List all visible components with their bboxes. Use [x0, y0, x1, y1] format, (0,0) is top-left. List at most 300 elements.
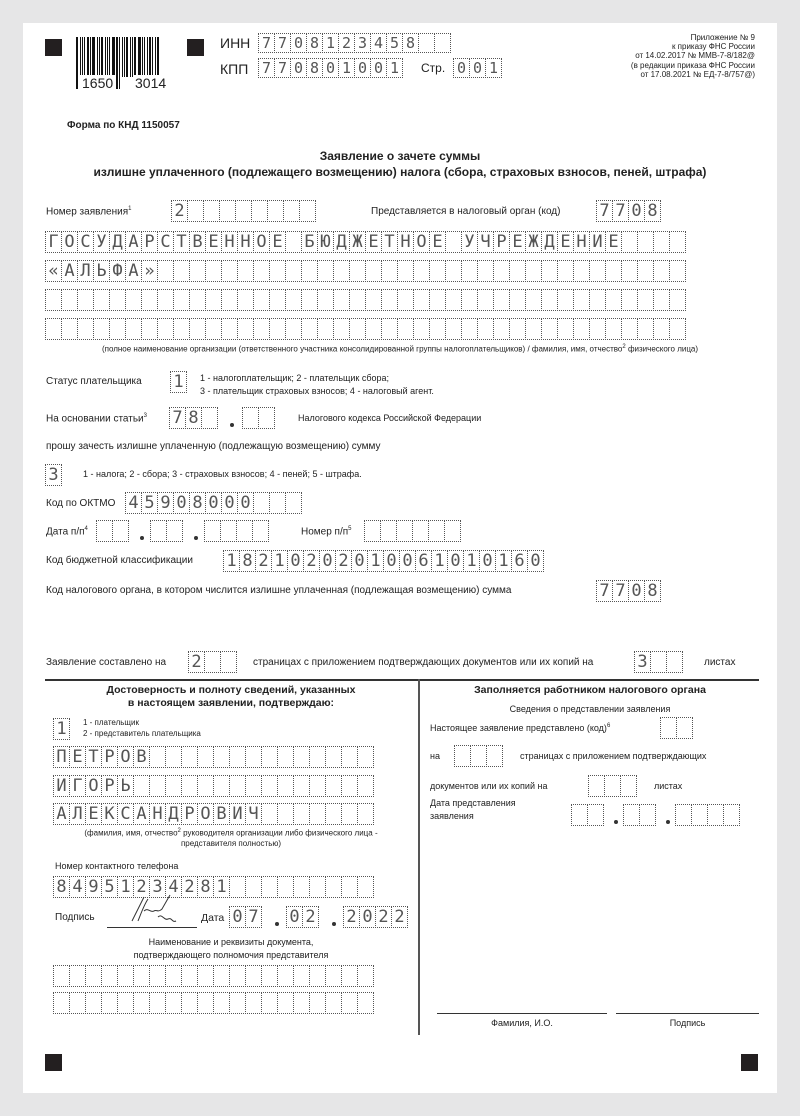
char-cell[interactable]: 5	[141, 492, 158, 514]
char-cell[interactable]: 1	[338, 58, 355, 78]
char-cell[interactable]	[325, 775, 342, 797]
payment-order-month-field[interactable]	[150, 520, 183, 542]
char-cell[interactable]	[445, 289, 462, 311]
page-field[interactable]	[453, 58, 502, 78]
char-cell[interactable]	[237, 260, 254, 282]
char-cell[interactable]	[341, 965, 358, 987]
char-cell[interactable]	[587, 804, 604, 826]
char-cell[interactable]: 1	[213, 876, 230, 898]
char-cell[interactable]	[397, 260, 414, 282]
char-cell[interactable]: 0	[229, 906, 246, 928]
char-cell[interactable]	[669, 231, 686, 253]
char-cell[interactable]	[117, 965, 134, 987]
char-cell[interactable]	[283, 200, 300, 222]
char-cell[interactable]	[197, 775, 214, 797]
char-cell[interactable]	[666, 651, 683, 673]
char-cell[interactable]	[93, 318, 110, 340]
char-cell[interactable]: 3	[354, 33, 371, 53]
char-cell[interactable]	[157, 318, 174, 340]
officer-sheets-field[interactable]	[588, 775, 637, 797]
char-cell[interactable]: Б	[301, 231, 318, 253]
char-cell[interactable]	[623, 804, 640, 826]
char-cell[interactable]	[573, 260, 590, 282]
char-cell[interactable]: Р	[493, 231, 510, 253]
char-cell[interactable]: 7	[258, 58, 275, 78]
char-cell[interactable]	[229, 746, 246, 768]
char-cell[interactable]	[285, 260, 302, 282]
char-cell[interactable]: Е	[69, 746, 86, 768]
char-cell[interactable]	[197, 746, 214, 768]
char-cell[interactable]	[293, 746, 310, 768]
char-cell[interactable]: Ю	[317, 231, 334, 253]
char-cell[interactable]: 7	[612, 580, 629, 602]
char-cell[interactable]	[309, 803, 326, 825]
char-cell[interactable]: Д	[333, 231, 350, 253]
char-cell[interactable]	[605, 289, 622, 311]
char-cell[interactable]	[637, 289, 654, 311]
org-name-row-4[interactable]	[45, 318, 686, 340]
char-cell[interactable]	[277, 876, 294, 898]
char-cell[interactable]: 7	[258, 33, 275, 53]
char-cell[interactable]	[109, 318, 126, 340]
char-cell[interactable]: 2	[335, 550, 352, 572]
char-cell[interactable]	[509, 260, 526, 282]
char-cell[interactable]	[364, 520, 381, 542]
char-cell[interactable]	[181, 965, 198, 987]
char-cell[interactable]: 3	[149, 876, 166, 898]
char-cell[interactable]: 7	[596, 200, 613, 222]
char-cell[interactable]	[213, 746, 230, 768]
signer-type-field[interactable]	[53, 718, 70, 740]
char-cell[interactable]	[639, 804, 656, 826]
char-cell[interactable]	[261, 992, 278, 1014]
signature-day-field[interactable]	[229, 906, 262, 928]
char-cell[interactable]	[293, 965, 310, 987]
char-cell[interactable]: 8	[53, 876, 70, 898]
char-cell[interactable]	[605, 318, 622, 340]
char-cell[interactable]	[173, 260, 190, 282]
char-cell[interactable]	[365, 260, 382, 282]
char-cell[interactable]	[397, 289, 414, 311]
char-cell[interactable]: 8	[644, 580, 661, 602]
char-cell[interactable]: «	[45, 260, 62, 282]
submission-month-field[interactable]	[623, 804, 656, 826]
char-cell[interactable]	[541, 318, 558, 340]
char-cell[interactable]	[413, 318, 430, 340]
char-cell[interactable]	[197, 965, 214, 987]
char-cell[interactable]	[219, 200, 236, 222]
char-cell[interactable]: Ф	[109, 260, 126, 282]
char-cell[interactable]: 1	[53, 718, 70, 740]
char-cell[interactable]	[301, 260, 318, 282]
char-cell[interactable]: 6	[415, 550, 432, 572]
char-cell[interactable]: О	[117, 746, 134, 768]
char-cell[interactable]	[157, 260, 174, 282]
char-cell[interactable]	[77, 289, 94, 311]
oktmo-field[interactable]	[125, 492, 302, 514]
char-cell[interactable]	[357, 876, 374, 898]
char-cell[interactable]: 8	[189, 492, 206, 514]
char-cell[interactable]: А	[61, 260, 78, 282]
char-cell[interactable]	[333, 318, 350, 340]
char-cell[interactable]	[477, 318, 494, 340]
char-cell[interactable]	[357, 965, 374, 987]
char-cell[interactable]	[461, 318, 478, 340]
char-cell[interactable]	[236, 520, 253, 542]
char-cell[interactable]	[412, 520, 429, 542]
payment-order-year-field[interactable]	[204, 520, 269, 542]
char-cell[interactable]: Ь	[117, 775, 134, 797]
char-cell[interactable]	[112, 520, 129, 542]
char-cell[interactable]	[245, 965, 262, 987]
char-cell[interactable]	[261, 803, 278, 825]
char-cell[interactable]	[660, 717, 677, 739]
kbk-field[interactable]	[223, 550, 544, 572]
char-cell[interactable]	[650, 651, 667, 673]
payment-type-field[interactable]	[45, 464, 62, 486]
char-cell[interactable]	[166, 520, 183, 542]
char-cell[interactable]: 7	[274, 58, 291, 78]
char-cell[interactable]	[117, 992, 134, 1014]
char-cell[interactable]	[205, 260, 222, 282]
char-cell[interactable]	[317, 318, 334, 340]
char-cell[interactable]	[165, 965, 182, 987]
char-cell[interactable]: Н	[149, 803, 166, 825]
char-cell[interactable]: Н	[573, 231, 590, 253]
char-cell[interactable]	[213, 775, 230, 797]
char-cell[interactable]: 1	[322, 33, 339, 53]
char-cell[interactable]: 2	[188, 651, 205, 673]
char-cell[interactable]: А	[133, 803, 150, 825]
char-cell[interactable]: 1	[485, 58, 502, 78]
char-cell[interactable]	[309, 775, 326, 797]
char-cell[interactable]: Ч	[477, 231, 494, 253]
char-cell[interactable]	[381, 318, 398, 340]
char-cell[interactable]: 7	[596, 580, 613, 602]
char-cell[interactable]	[541, 260, 558, 282]
char-cell[interactable]	[125, 289, 142, 311]
char-cell[interactable]: 8	[197, 876, 214, 898]
payer-status-field[interactable]	[170, 371, 187, 393]
payment-order-number-field[interactable]	[364, 520, 461, 542]
char-cell[interactable]: И	[53, 775, 70, 797]
char-cell[interactable]	[605, 260, 622, 282]
char-cell[interactable]	[349, 289, 366, 311]
char-cell[interactable]: 8	[239, 550, 256, 572]
char-cell[interactable]	[229, 965, 246, 987]
char-cell[interactable]: Д	[109, 231, 126, 253]
char-cell[interactable]	[621, 231, 638, 253]
char-cell[interactable]	[413, 289, 430, 311]
char-cell[interactable]: 0	[319, 550, 336, 572]
char-cell[interactable]	[365, 289, 382, 311]
char-cell[interactable]	[653, 318, 670, 340]
char-cell[interactable]	[205, 318, 222, 340]
char-cell[interactable]: 0	[447, 550, 464, 572]
char-cell[interactable]	[309, 992, 326, 1014]
char-cell[interactable]	[333, 289, 350, 311]
char-cell[interactable]	[445, 318, 462, 340]
char-cell[interactable]	[204, 520, 221, 542]
char-cell[interactable]	[229, 876, 246, 898]
char-cell[interactable]	[269, 289, 286, 311]
char-cell[interactable]: К	[101, 803, 118, 825]
char-cell[interactable]	[77, 318, 94, 340]
payment-order-day-field[interactable]	[96, 520, 129, 542]
char-cell[interactable]	[85, 965, 102, 987]
signature[interactable]	[118, 891, 228, 931]
char-cell[interactable]: 0	[527, 550, 544, 572]
char-cell[interactable]	[261, 746, 278, 768]
char-cell[interactable]	[150, 520, 167, 542]
char-cell[interactable]	[45, 289, 62, 311]
char-cell[interactable]	[269, 318, 286, 340]
org-name-row-2[interactable]	[45, 260, 686, 282]
char-cell[interactable]	[235, 200, 252, 222]
char-cell[interactable]: Т	[85, 746, 102, 768]
char-cell[interactable]: 0	[205, 492, 222, 514]
char-cell[interactable]	[637, 260, 654, 282]
char-cell[interactable]: 2	[303, 550, 320, 572]
char-cell[interactable]	[197, 992, 214, 1014]
char-cell[interactable]: О	[413, 231, 430, 253]
char-cell[interactable]	[61, 318, 78, 340]
char-cell[interactable]	[261, 775, 278, 797]
char-cell[interactable]	[165, 992, 182, 1014]
char-cell[interactable]: 0	[453, 58, 470, 78]
char-cell[interactable]	[509, 289, 526, 311]
article-part-2-field[interactable]	[242, 407, 275, 429]
char-cell[interactable]: 1	[386, 58, 403, 78]
char-cell[interactable]	[309, 965, 326, 987]
char-cell[interactable]	[381, 289, 398, 311]
char-cell[interactable]	[221, 289, 238, 311]
char-cell[interactable]: 0	[628, 580, 645, 602]
char-cell[interactable]	[445, 231, 462, 253]
char-cell[interactable]	[557, 260, 574, 282]
char-cell[interactable]	[258, 407, 275, 429]
char-cell[interactable]: А	[125, 231, 142, 253]
char-cell[interactable]	[141, 289, 158, 311]
char-cell[interactable]	[204, 651, 221, 673]
char-cell[interactable]	[285, 318, 302, 340]
char-cell[interactable]	[470, 745, 487, 767]
char-cell[interactable]	[413, 260, 430, 282]
char-cell[interactable]	[573, 289, 590, 311]
char-cell[interactable]	[157, 289, 174, 311]
char-cell[interactable]: 0	[287, 550, 304, 572]
application-number-field[interactable]	[171, 200, 316, 222]
org-name-row-3[interactable]	[45, 289, 686, 311]
char-cell[interactable]	[604, 775, 621, 797]
officer-pages-field[interactable]	[454, 745, 503, 767]
char-cell[interactable]	[333, 260, 350, 282]
char-cell[interactable]: 2	[343, 906, 360, 928]
char-cell[interactable]: 8	[306, 58, 323, 78]
char-cell[interactable]	[141, 318, 158, 340]
char-cell[interactable]	[620, 775, 637, 797]
char-cell[interactable]	[277, 775, 294, 797]
char-cell[interactable]	[621, 318, 638, 340]
char-cell[interactable]: 0	[383, 550, 400, 572]
char-cell[interactable]: Д	[165, 803, 182, 825]
char-cell[interactable]	[277, 965, 294, 987]
char-cell[interactable]	[509, 318, 526, 340]
char-cell[interactable]	[203, 200, 220, 222]
char-cell[interactable]	[357, 775, 374, 797]
char-cell[interactable]: 8	[306, 33, 323, 53]
char-cell[interactable]: 5	[101, 876, 118, 898]
char-cell[interactable]	[205, 289, 222, 311]
char-cell[interactable]: И	[589, 231, 606, 253]
char-cell[interactable]	[380, 520, 397, 542]
char-cell[interactable]	[477, 260, 494, 282]
char-cell[interactable]: 1	[117, 876, 134, 898]
char-cell[interactable]	[253, 492, 270, 514]
char-cell[interactable]	[165, 746, 182, 768]
char-cell[interactable]	[245, 746, 262, 768]
char-cell[interactable]	[317, 289, 334, 311]
char-cell[interactable]: 1	[223, 550, 240, 572]
surname-field[interactable]	[53, 746, 374, 768]
char-cell[interactable]	[69, 992, 86, 1014]
char-cell[interactable]	[365, 318, 382, 340]
char-cell[interactable]	[293, 803, 310, 825]
char-cell[interactable]: 2	[181, 876, 198, 898]
pages-field[interactable]	[188, 651, 237, 673]
char-cell[interactable]	[349, 318, 366, 340]
char-cell[interactable]	[293, 775, 310, 797]
char-cell[interactable]: Е	[365, 231, 382, 253]
char-cell[interactable]	[691, 804, 708, 826]
char-cell[interactable]: 0	[399, 550, 416, 572]
char-cell[interactable]	[621, 289, 638, 311]
char-cell[interactable]: 3	[45, 464, 62, 486]
char-cell[interactable]: О	[197, 803, 214, 825]
char-cell[interactable]: 0	[173, 492, 190, 514]
char-cell[interactable]: Г	[69, 775, 86, 797]
char-cell[interactable]: 0	[221, 492, 238, 514]
char-cell[interactable]	[69, 965, 86, 987]
char-cell[interactable]: Л	[69, 803, 86, 825]
char-cell[interactable]	[589, 318, 606, 340]
char-cell[interactable]: 4	[370, 33, 387, 53]
char-cell[interactable]	[429, 289, 446, 311]
overpaid-authority-field[interactable]	[596, 580, 661, 602]
char-cell[interactable]: О	[61, 231, 78, 253]
char-cell[interactable]: Р	[181, 803, 198, 825]
char-cell[interactable]	[245, 992, 262, 1014]
char-cell[interactable]	[301, 289, 318, 311]
char-cell[interactable]	[418, 33, 435, 53]
char-cell[interactable]	[181, 992, 198, 1014]
char-cell[interactable]	[285, 231, 302, 253]
char-cell[interactable]: Ч	[245, 803, 262, 825]
char-cell[interactable]: С	[77, 231, 94, 253]
char-cell[interactable]	[357, 803, 374, 825]
char-cell[interactable]	[213, 965, 230, 987]
char-cell[interactable]	[525, 318, 542, 340]
char-cell[interactable]	[653, 289, 670, 311]
char-cell[interactable]: Т	[173, 231, 190, 253]
char-cell[interactable]	[477, 289, 494, 311]
char-cell[interactable]	[429, 260, 446, 282]
submission-day-field[interactable]	[571, 804, 604, 826]
char-cell[interactable]	[454, 745, 471, 767]
char-cell[interactable]	[53, 992, 70, 1014]
char-cell[interactable]	[277, 746, 294, 768]
char-cell[interactable]	[253, 318, 270, 340]
char-cell[interactable]: 0	[354, 58, 371, 78]
char-cell[interactable]	[187, 200, 204, 222]
char-cell[interactable]: В	[213, 803, 230, 825]
char-cell[interactable]	[461, 289, 478, 311]
char-cell[interactable]: Ж	[349, 231, 366, 253]
char-cell[interactable]	[269, 492, 286, 514]
char-cell[interactable]	[653, 231, 670, 253]
char-cell[interactable]	[220, 651, 237, 673]
char-cell[interactable]	[261, 965, 278, 987]
char-cell[interactable]: »	[141, 260, 158, 282]
char-cell[interactable]	[285, 289, 302, 311]
char-cell[interactable]: 1	[367, 550, 384, 572]
char-cell[interactable]: 0	[351, 550, 368, 572]
char-cell[interactable]: 4	[165, 876, 182, 898]
char-cell[interactable]	[96, 520, 113, 542]
char-cell[interactable]	[301, 318, 318, 340]
char-cell[interactable]	[493, 260, 510, 282]
char-cell[interactable]	[588, 775, 605, 797]
char-cell[interactable]	[357, 992, 374, 1014]
char-cell[interactable]	[251, 200, 268, 222]
char-cell[interactable]	[149, 992, 166, 1014]
char-cell[interactable]	[621, 260, 638, 282]
char-cell[interactable]	[349, 260, 366, 282]
char-cell[interactable]: 0	[370, 58, 387, 78]
org-name-row-1[interactable]	[45, 231, 686, 253]
char-cell[interactable]	[325, 876, 342, 898]
signature-month-field[interactable]	[286, 906, 319, 928]
char-cell[interactable]	[589, 289, 606, 311]
char-cell[interactable]: Р	[141, 231, 158, 253]
char-cell[interactable]	[252, 520, 269, 542]
char-cell[interactable]	[428, 520, 445, 542]
char-cell[interactable]: Л	[77, 260, 94, 282]
char-cell[interactable]	[325, 992, 342, 1014]
char-cell[interactable]	[341, 803, 358, 825]
char-cell[interactable]: Н	[237, 231, 254, 253]
char-cell[interactable]: Д	[541, 231, 558, 253]
char-cell[interactable]	[573, 318, 590, 340]
char-cell[interactable]	[723, 804, 740, 826]
char-cell[interactable]	[571, 804, 588, 826]
inn-field[interactable]	[258, 33, 451, 53]
char-cell[interactable]: 7	[274, 33, 291, 53]
char-cell[interactable]	[221, 318, 238, 340]
char-cell[interactable]	[637, 318, 654, 340]
char-cell[interactable]	[653, 260, 670, 282]
char-cell[interactable]: Е	[269, 231, 286, 253]
char-cell[interactable]	[277, 992, 294, 1014]
char-cell[interactable]	[486, 745, 503, 767]
char-cell[interactable]: 0	[286, 906, 303, 928]
article-part-1-field[interactable]	[169, 407, 218, 429]
char-cell[interactable]	[317, 260, 334, 282]
char-cell[interactable]: 2	[338, 33, 355, 53]
char-cell[interactable]	[285, 492, 302, 514]
char-cell[interactable]	[101, 965, 118, 987]
char-cell[interactable]: 9	[85, 876, 102, 898]
